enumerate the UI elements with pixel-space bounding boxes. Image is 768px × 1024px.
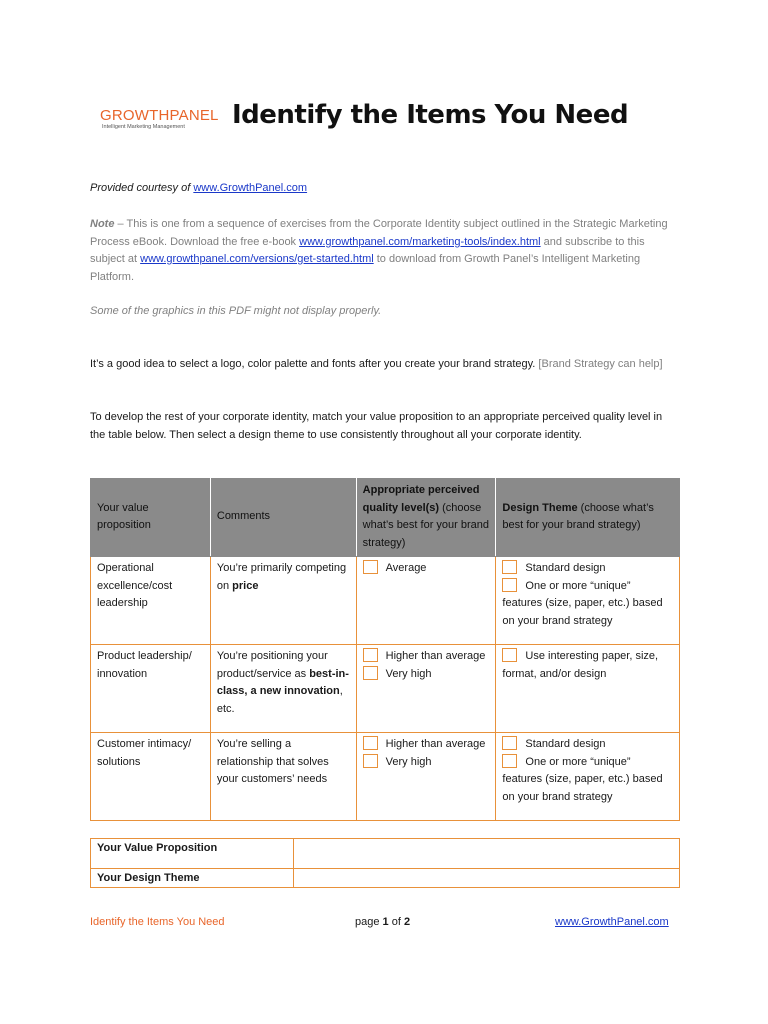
courtesy-label: Provided courtesy of [90,182,191,194]
table-header-row [91,479,680,557]
design-option [502,560,673,578]
checkbox[interactable] [363,754,378,768]
option-label: Standard design [525,738,606,750]
footer-title: Identify the Items You Need [90,916,225,928]
page-total: 2 [403,916,411,928]
row-comment [210,557,356,645]
design-option [502,648,673,683]
header-design-theme [496,479,680,557]
table-row [91,645,680,733]
logo-tagline: Intelligent Marketing Management [102,124,185,130]
row-proposition: Customer intimacy/ solutions [91,733,211,821]
table-row [91,733,680,821]
checkbox[interactable] [363,736,378,750]
checkbox[interactable] [363,666,378,680]
note-text-3: to download from Growth Panel’s Intelligent Marketing Platform. [90,253,641,283]
checkbox[interactable] [502,578,517,592]
summary-table [90,838,680,888]
header-quality-rest: (choose what’s best for your brand strategy) [362,501,490,549]
courtesy-line [90,180,680,198]
comment-text: You’re selling a relationship that solves your customers’ needs [216,738,329,785]
page-prefix: page [355,916,383,928]
quality-option [363,560,490,578]
option-label: One or more “unique” features (size, paper, etc.) based on your brand strategy [502,579,663,627]
intro-paragraph-1 [90,356,680,374]
design-theme-field[interactable] [294,869,680,888]
header-quality-bold: Appropriate perceived quality level(s) [362,484,480,514]
quality-option [363,754,490,772]
comment-bold: price [232,579,259,592]
summary-row [91,869,680,888]
option-label: Standard design [525,562,606,574]
row-quality-options [356,733,496,821]
subscribe-link[interactable]: www.growthpanel.com/versions/get-started.html [140,253,374,265]
row-proposition: Operational excellence/cost leadership [91,557,211,645]
ebook-link[interactable]: www.growthpanel.com/marketing-tools/index.html [299,235,541,248]
comment-text: You’re positioning your product/service as [216,650,328,680]
checkbox[interactable] [502,648,517,662]
header-design-rest: (choose what’s best for your brand strategy) [502,501,654,531]
note-text-2: and subscribe to this subject at [90,235,645,265]
header-comments: Comments [210,479,356,557]
growthpanel-logo [100,107,219,131]
option-label: Higher than average [385,650,486,662]
table-row [91,557,680,645]
checkbox[interactable] [502,560,517,574]
checkbox[interactable] [502,754,517,768]
footer-link[interactable]: www.GrowthPanel.com [555,916,669,928]
summary-row [91,839,680,869]
row-quality-options [356,557,496,645]
note-paragraph [90,216,680,286]
quality-option [363,648,490,666]
comment-bold: best-in-class, a new innovation [216,667,349,697]
comment-suffix: , etc. [216,685,343,715]
option-label: Very high [385,755,432,768]
page-current: 1 [382,916,389,928]
row-design-options [496,733,680,821]
quality-option [363,736,490,754]
header-quality-level [356,479,496,557]
identity-table [90,478,680,821]
checkbox[interactable] [363,560,378,574]
row-comment [210,645,356,733]
note-text-1: – This is one from a sequence of exercises from the Corporate Identity subject outlined in the Strategic Marketing Process eBook. Download the free e-book [90,218,668,248]
graphics-note: Some of the graphics in this PDF might not display properly. [90,305,382,317]
row-comment [210,733,356,821]
design-option [502,736,673,754]
checkbox[interactable] [502,736,517,750]
checkbox[interactable] [363,648,378,662]
option-label: Average [385,562,427,574]
option-label: Very high [385,667,432,680]
design-option [502,754,673,807]
page-title: Identify the Items You Need [232,100,629,130]
option-label: One or more “unique” features (size, paper, etc.) based on your brand strategy [502,755,663,803]
value-proposition-label: Your Value Proposition [91,839,294,869]
option-label: Higher than average [385,738,486,750]
footer-page-number [355,916,410,928]
courtesy-link[interactable]: www.GrowthPanel.com [193,182,308,194]
value-proposition-field[interactable] [294,839,680,869]
row-proposition: Product leadership/ innovation [91,645,211,733]
quality-option [363,666,490,684]
intro-paragraph-2: To develop the rest of your corporate identity, match your value proposition to an appropriate perceived quality level in the table below. Then select a design theme to use consistently throughout all your corporate identity. [90,411,663,441]
note-label: Note [90,218,115,230]
logo-wordmark: GROWTHPANEL [100,107,219,124]
header-value-proposition: Your value proposition [91,479,211,557]
design-option [502,578,673,631]
intro-text: It’s a good idea to select a logo, color palette and fonts after you create your brand strategy. [90,358,539,370]
comment-text: You’re primarily competing on [216,562,347,592]
header-design-bold: Design Theme [502,501,578,514]
row-quality-options [356,645,496,733]
option-label: Use interesting paper, size, format, and/or design [502,650,659,680]
row-design-options [496,645,680,733]
brand-strategy-hint: [Brand Strategy can help] [538,358,663,370]
page-separator: of [388,916,404,928]
row-design-options [496,557,680,645]
design-theme-label: Your Design Theme [91,869,294,888]
